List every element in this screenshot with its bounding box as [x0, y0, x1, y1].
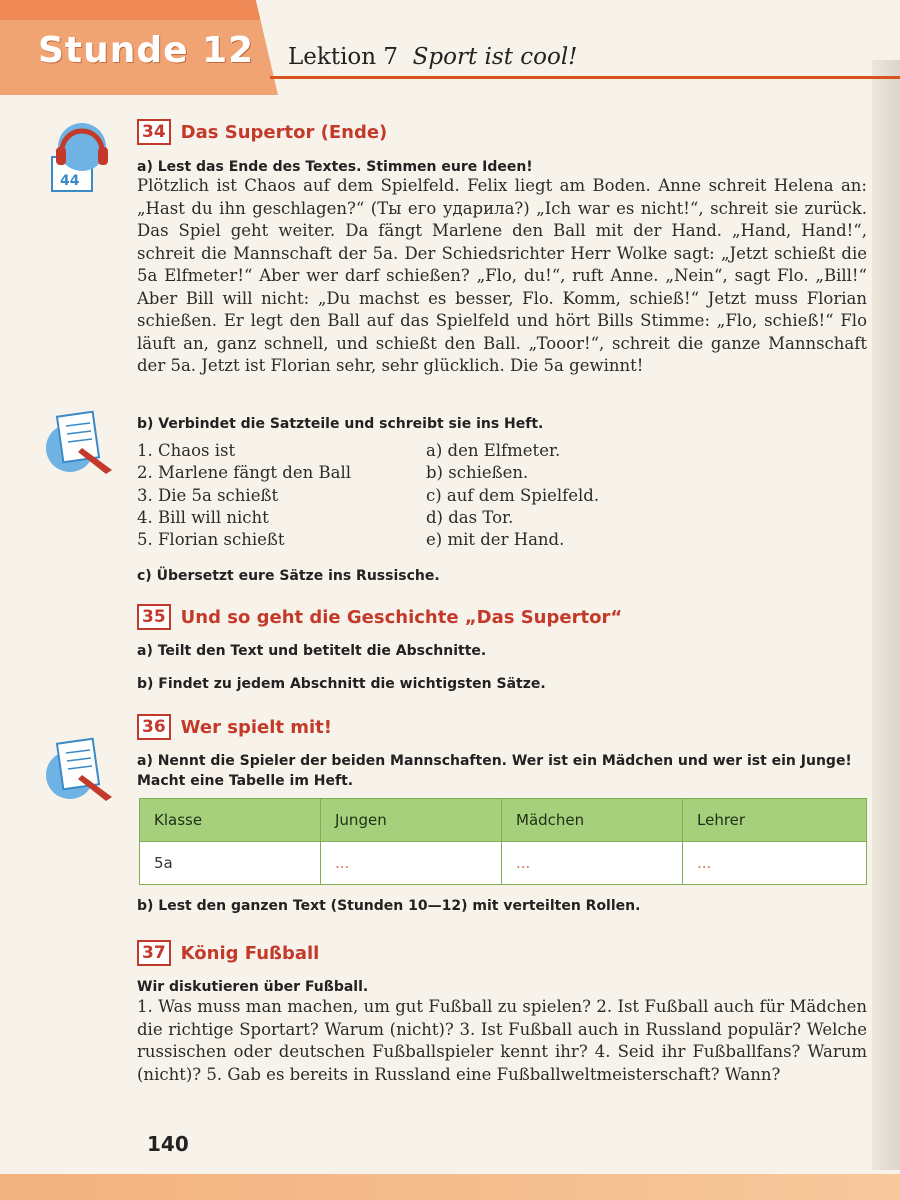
page-number: 140 [147, 1132, 189, 1156]
exercise-35-header [137, 604, 622, 630]
exercise-34-header [137, 119, 387, 145]
list-item: d) das Tor. [426, 507, 514, 527]
exercise-title: König Fußball [180, 942, 320, 964]
table-header: Jungen [321, 799, 502, 842]
exercise-number: 36 [137, 714, 171, 740]
ex34-task-b: b) Verbindet die Satzteile und schreibt sie ins Heft. [137, 416, 544, 432]
notebook-pen-icon [46, 408, 120, 476]
list-item: 4. Bill will nicht [137, 507, 269, 527]
table-cell: ... [321, 842, 502, 885]
lektion-label: Lektion 7 [288, 44, 399, 70]
table-cell: ... [502, 842, 683, 885]
exercise-number: 35 [137, 604, 171, 630]
page-edge [872, 60, 900, 1170]
ex37-task: Wir diskutieren über Fußball. [137, 979, 369, 995]
lektion-heading [288, 44, 577, 70]
exercise-title: Wer spielt mit! [180, 716, 332, 738]
ex35-task-a: a) Teilt den Text und betitelt die Abschnitte. [137, 643, 487, 659]
exercise-title: Und so geht die Geschichte „Das Supertor“ [180, 606, 623, 628]
list-item: b) schießen. [426, 463, 529, 483]
table-row [140, 842, 867, 885]
table-header: Lehrer [683, 799, 867, 842]
ex34-task-c: c) Übersetzt eure Sätze ins Russische. [137, 568, 440, 584]
exercise-number: 34 [137, 119, 171, 145]
table-header: Klasse [140, 799, 321, 842]
ex34-left-list [137, 440, 351, 551]
lektion-title: Sport ist cool! [412, 44, 578, 70]
list-item: 2. Marlene fängt den Ball [137, 463, 352, 483]
stunde-title: Stunde 12 [38, 30, 255, 71]
ex34-task-a: a) Lest das Ende des Textes. Stimmen eure Ideen! [137, 159, 533, 175]
exercise-37-header [137, 940, 319, 966]
header-rule [270, 76, 900, 79]
ex36-task-a: a) Nennt die Spieler der beiden Mannschaften. Wer ist ein Mädchen und wer ist ein Junge! Macht eine Tabelle im Heft. [137, 753, 852, 789]
ex34-story-text: Plötzlich ist Chaos auf dem Spielfeld. Felix liegt am Boden. Anne schreit Helena an: „Hast du ihn geschlagen?“ (Ты его ударила?) „Ich war es nicht!“, schreit sie zurück. Das Spiel geht weiter. Da fängt Marlene den Ball mit der Hand. „Hand, Hand!“, schreit die Mannschaft der 5a. Der Schiedsrichter Herr Wolke sagt: „Jetzt schießt die 5a Elfmeter!“ Aber wer darf schießen? „Flo, du!“, ruft Anne. „Nein“, sagt Flo. „Bill!“ Aber Bill will nicht: „Du machst es besser, Flo. Komm, schieß!“ Jetzt muss Florian schießen. Er legt den Ball auf das Spielfeld und hört Bills Stimme: „Flo, schieß!“ Flo läuft an, ganz schnell, und schießt den Ball. „Tooor!“, schreit die ganze Mannschaft der 5a. Jetzt ist Florian sehr, sehr glücklich. Die 5a gewinnt! [137, 176, 867, 375]
exercise-number: 37 [137, 940, 171, 966]
audio-track-number: 44 [60, 173, 80, 189]
notebook-pen-icon [46, 735, 120, 803]
exercise-36-header [137, 714, 332, 740]
headphones-icon [48, 117, 114, 193]
list-item: 3. Die 5a schießt [137, 485, 279, 505]
ex37-questions: 1. Was muss man machen, um gut Fußball zu spielen? 2. Ist Fußball auch für Mädchen die richtige Sportart? Warum (nicht)? 3. Ist Fußball auch in Russland populär? Welche russischen oder deutschen Fußballspieler kennt ihr? 4. Seid ihr Fußballfans? Warum (nicht)? 5. Gab es bereits in Russland eine Fußballweltmeisterschaft? Wann? [137, 997, 867, 1084]
players-table [139, 798, 867, 885]
exercise-title: Das Supertor (Ende) [180, 121, 388, 143]
list-item: 5. Florian schießt [137, 530, 285, 550]
table-header-row [140, 799, 867, 842]
table-cell: 5a [140, 842, 321, 885]
table-header: Mädchen [502, 799, 683, 842]
ex34-right-list [426, 440, 599, 551]
list-item: c) auf dem Spielfeld. [426, 485, 600, 505]
ex36-task-b: b) Lest den ganzen Text (Stunden 10—12) mit verteilten Rollen. [137, 898, 641, 914]
ex35-task-b: b) Findet zu jedem Abschnitt die wichtigsten Sätze. [137, 676, 546, 692]
table-cell: ... [683, 842, 867, 885]
list-item: 1. Chaos ist [137, 441, 236, 460]
bottom-bar [0, 1174, 900, 1200]
list-item: e) mit der Hand. [426, 530, 565, 550]
list-item: a) den Elfmeter. [426, 441, 561, 460]
